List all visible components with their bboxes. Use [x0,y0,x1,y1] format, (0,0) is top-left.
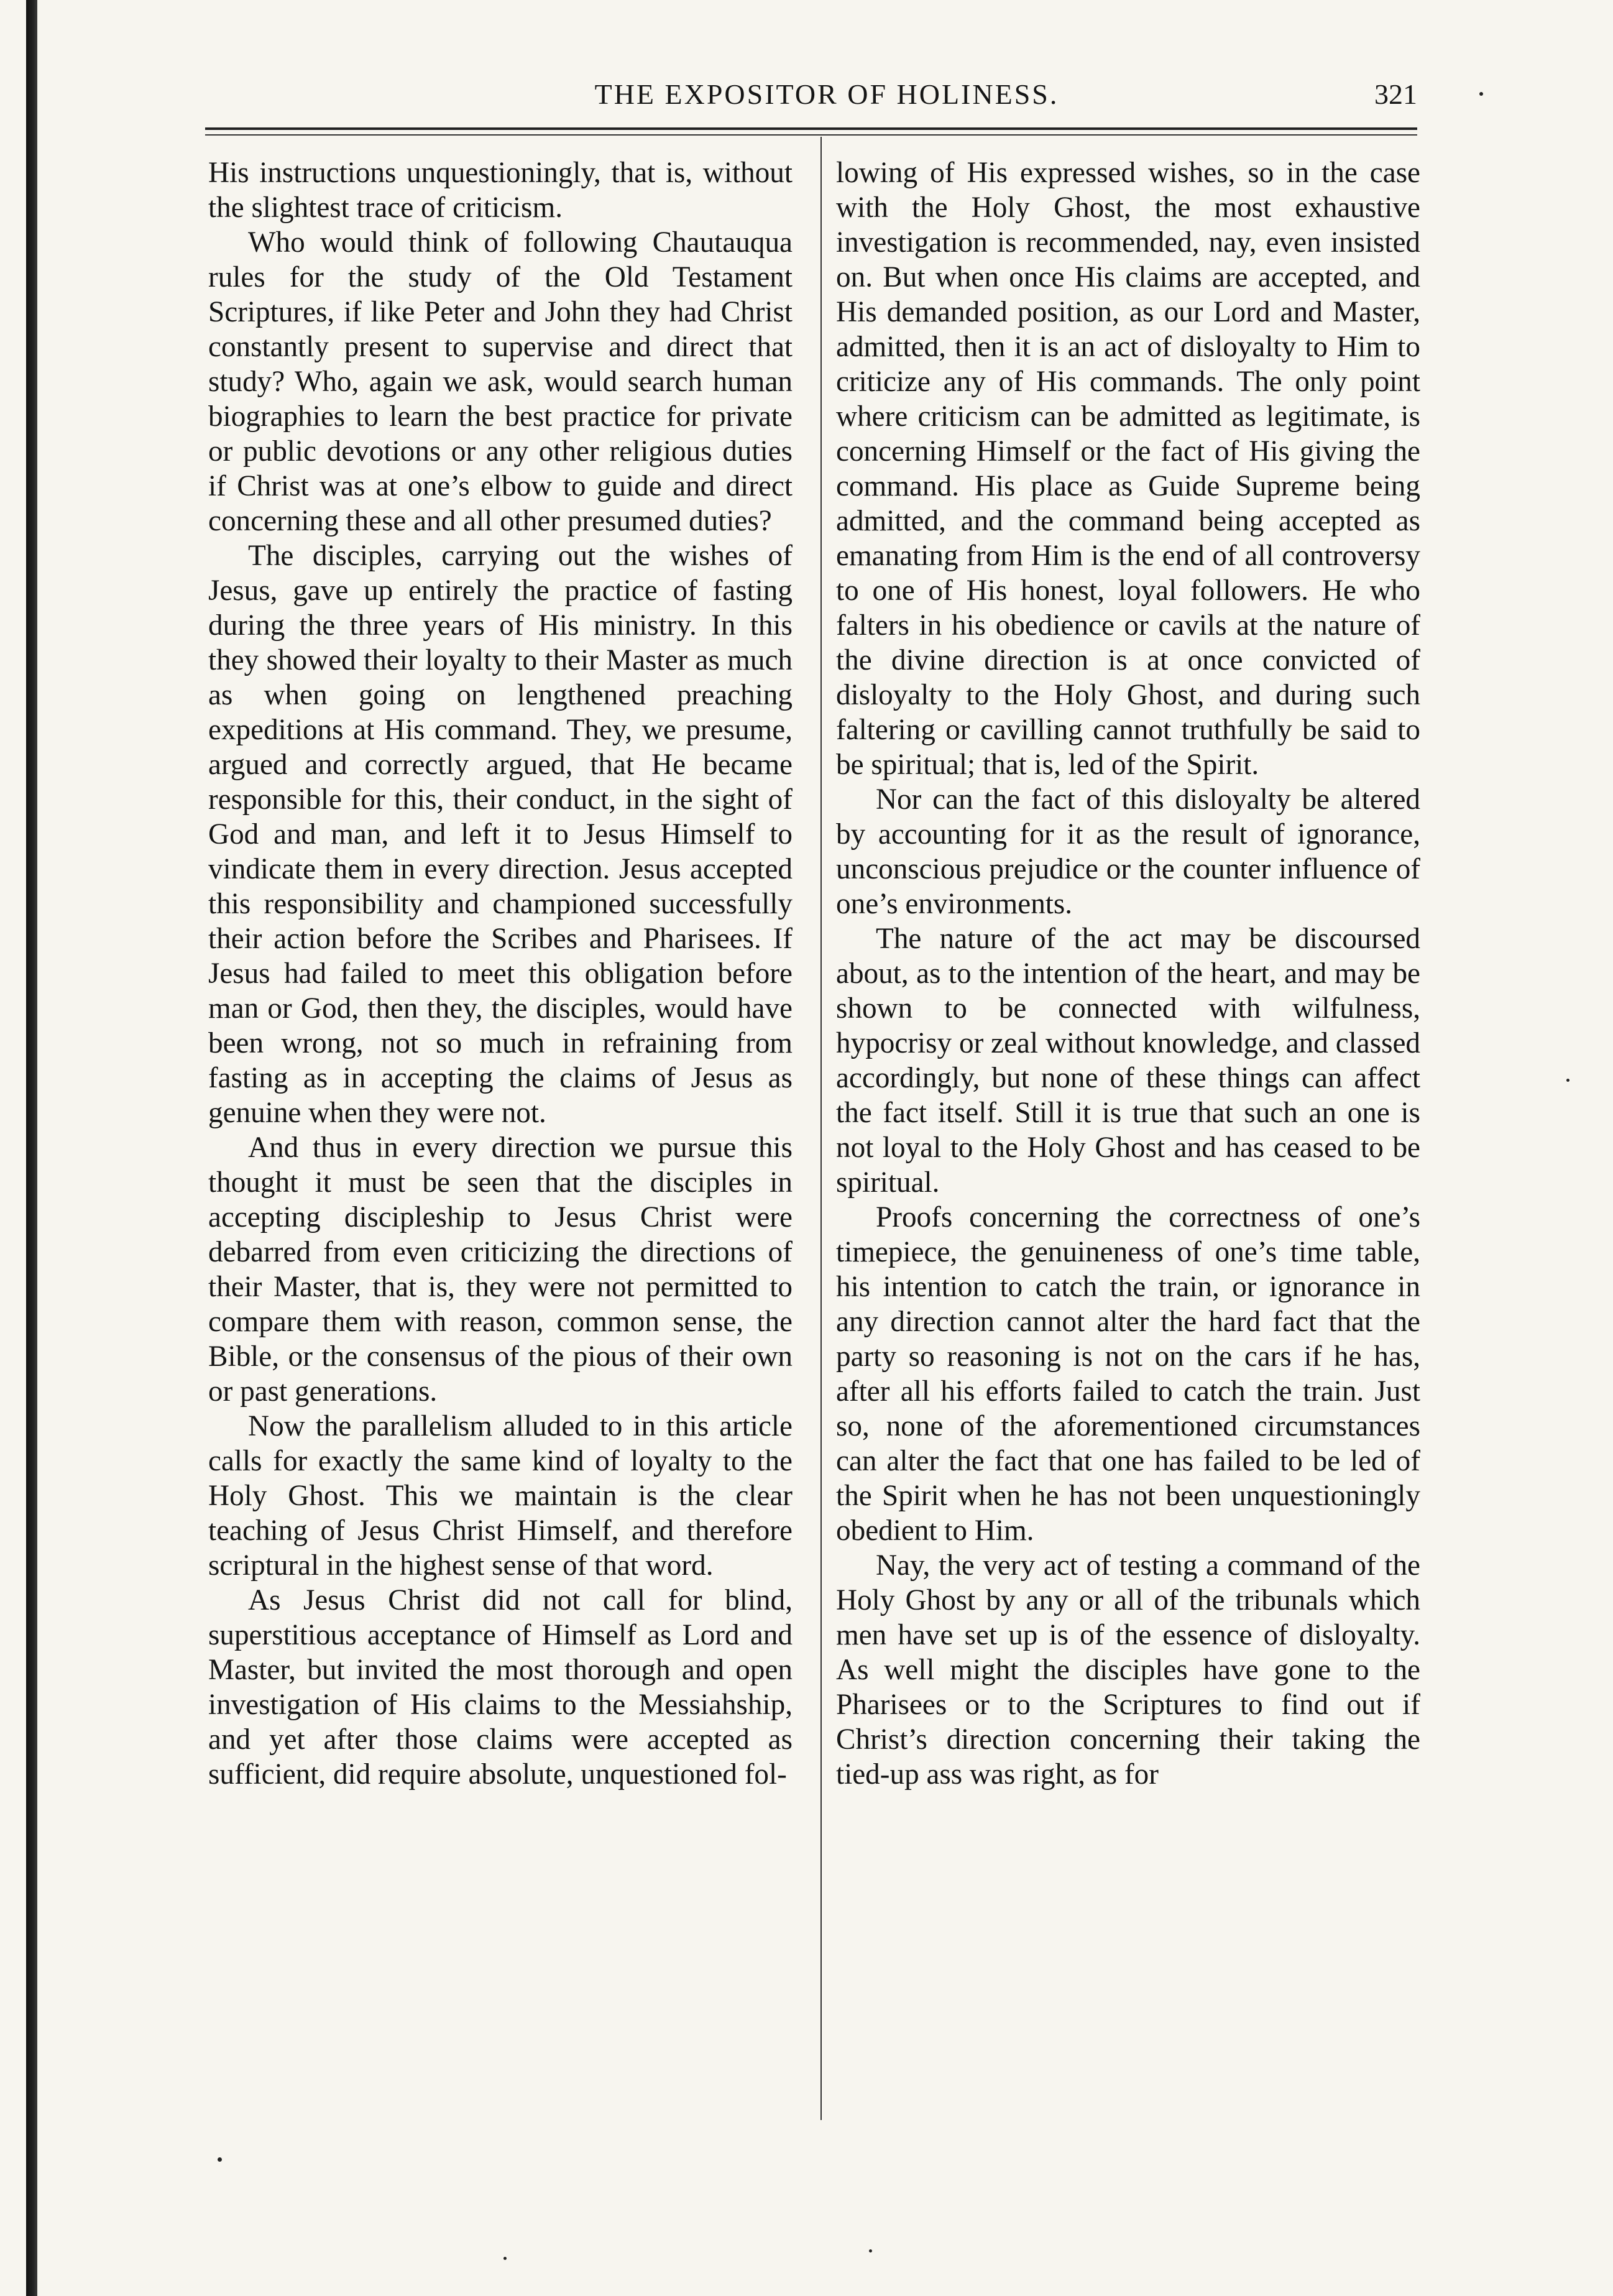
print-speck [218,2157,222,2162]
paragraph: Proofs concerning the correctness of one’s timepiece, the genuineness of one’s time table, his intention to catch the train, or ignorance in any direction cannot alter the hard fact that the party so reasoning is not on the cars if he has, after all his efforts failed to catch the train. Just so, none of the aforementioned circumstances can alter the fact that one has failed to be led of the Spirit when he has not been unquestioningly obedient to Him. [836,1201,1420,1547]
paragraph: And thus in every direction we pursue this thought it must be seen that the disciples in accepting discipleship to Jesus Christ were debarred from even criticizing the directions of their Master, that is, they were not permitted to compare them with reason, common sense, the Bible, or the consensus of the pious of their own or past generations. [208,1132,793,1408]
print-speck [503,2257,507,2260]
page-header [205,78,1417,127]
left-column [208,155,793,2114]
paragraph: Who would think of following Chautauqua rules for the study of the Old Testament Scriptures, if like Peter and John they had Christ constantly present to supervise and direct that study? Who, again we ask, would search human biographies to learn the best practice for private or public devotions or any other religious duties if Christ was at one’s elbow to guide and direct concerning these and all other presumed duties? [208,226,793,537]
print-speck [1566,1079,1569,1082]
paragraph: Nay, the very act of testing a command of the Holy Ghost by any or all of the tribunals which men have set up is of the essence of disloyalty. As well might the disciples have gone to the Pharisees or to the Scriptures to find out if Christ’s direction concerning their taking the tied-up ass was right, as for [836,1549,1420,1791]
paragraph: The disciples, carrying out the wishes of Jesus, gave up entirely the practice of fasting during the three years of His ministry. In this they showed their loyalty to their Master as much as when going on lengthened preaching expeditions at His command. They, we presume, argued and correctly argued, that He became responsible for this, their conduct, in the sight of God and man, and left it to Jesus Himself to vindicate them in every direction. Jesus accepted this responsibility and championed successfully their action before the Scribes and Pharisees. If Jesus had failed to meet this obligation before man or God, then they, the disciples, would have been wrong, not so much in refraining from fasting as in accepting the claims of Jesus as genuine when they were not. [208,540,793,1129]
paragraph: Nor can the fact of this disloyalty be altered by accounting for it as the result of ignorance, unconscious prejudice or the counter influence of one’s environments. [836,783,1420,920]
print-speck [1479,92,1483,96]
paragraph: As Jesus Christ did not call for blind, superstitious acceptance of Himself as Lord and Master, but invited the most thorough and open investigation of His claims to the Messiahship, and yet after those claims were accepted as sufficient, did require absolute, unquestioned fol- [208,1584,793,1791]
binding-edge [26,0,37,2296]
print-speck [869,2249,872,2252]
column-divider [820,137,822,2120]
right-column [836,155,1420,2114]
paragraph: His instructions unquestioningly, that is, without the slightest trace of criticism. [208,157,793,224]
paragraph: The nature of the act may be discoursed about, as to the intention of the heart, and may be shown to be connected with wilfulness, hypocrisy or zeal without knowledge, and classed accordingly, but none of these things can affect the fact itself. Still it is true that such an one is not loyal to the Holy Ghost and has ceased to be spiritual. [836,923,1420,1199]
paragraph: lowing of His expressed wishes, so in the case with the Holy Ghost, the most exhaustive investigation is recommended, nay, even insisted on. But when once His claims are accepted, and His demanded position, as our Lord and Master, admitted, then it is an act of disloyalty to Him to criticize any of His commands. The only point where criticism can be admitted as legitimate, is concerning Himself or the fact of His giving the command. His place as Guide Supreme being admitted, and the command being accepted as emanating from Him is the end of all controversy to one of His honest, loyal followers. He who falters in his obedience or cavils at the nature of the divine direction is at once convicted of disloyalty to the Holy Ghost, and during such faltering or cavilling cannot truthfully be said to be spiritual; that is, led of the Spirit. [836,157,1420,781]
header-rule-thick [205,127,1417,130]
running-title: THE EXPOSITOR OF HOLINESS. [594,78,1059,110]
header-rule-thin [205,134,1417,136]
paragraph: Now the parallelism alluded to in this article calls for exactly the same kind of loyalty to the Holy Ghost. This we maintain is the clear teaching of Jesus Christ Himself, and therefore scriptural in the highest sense of that word. [208,1410,793,1582]
page-number: 321 [1374,78,1417,110]
